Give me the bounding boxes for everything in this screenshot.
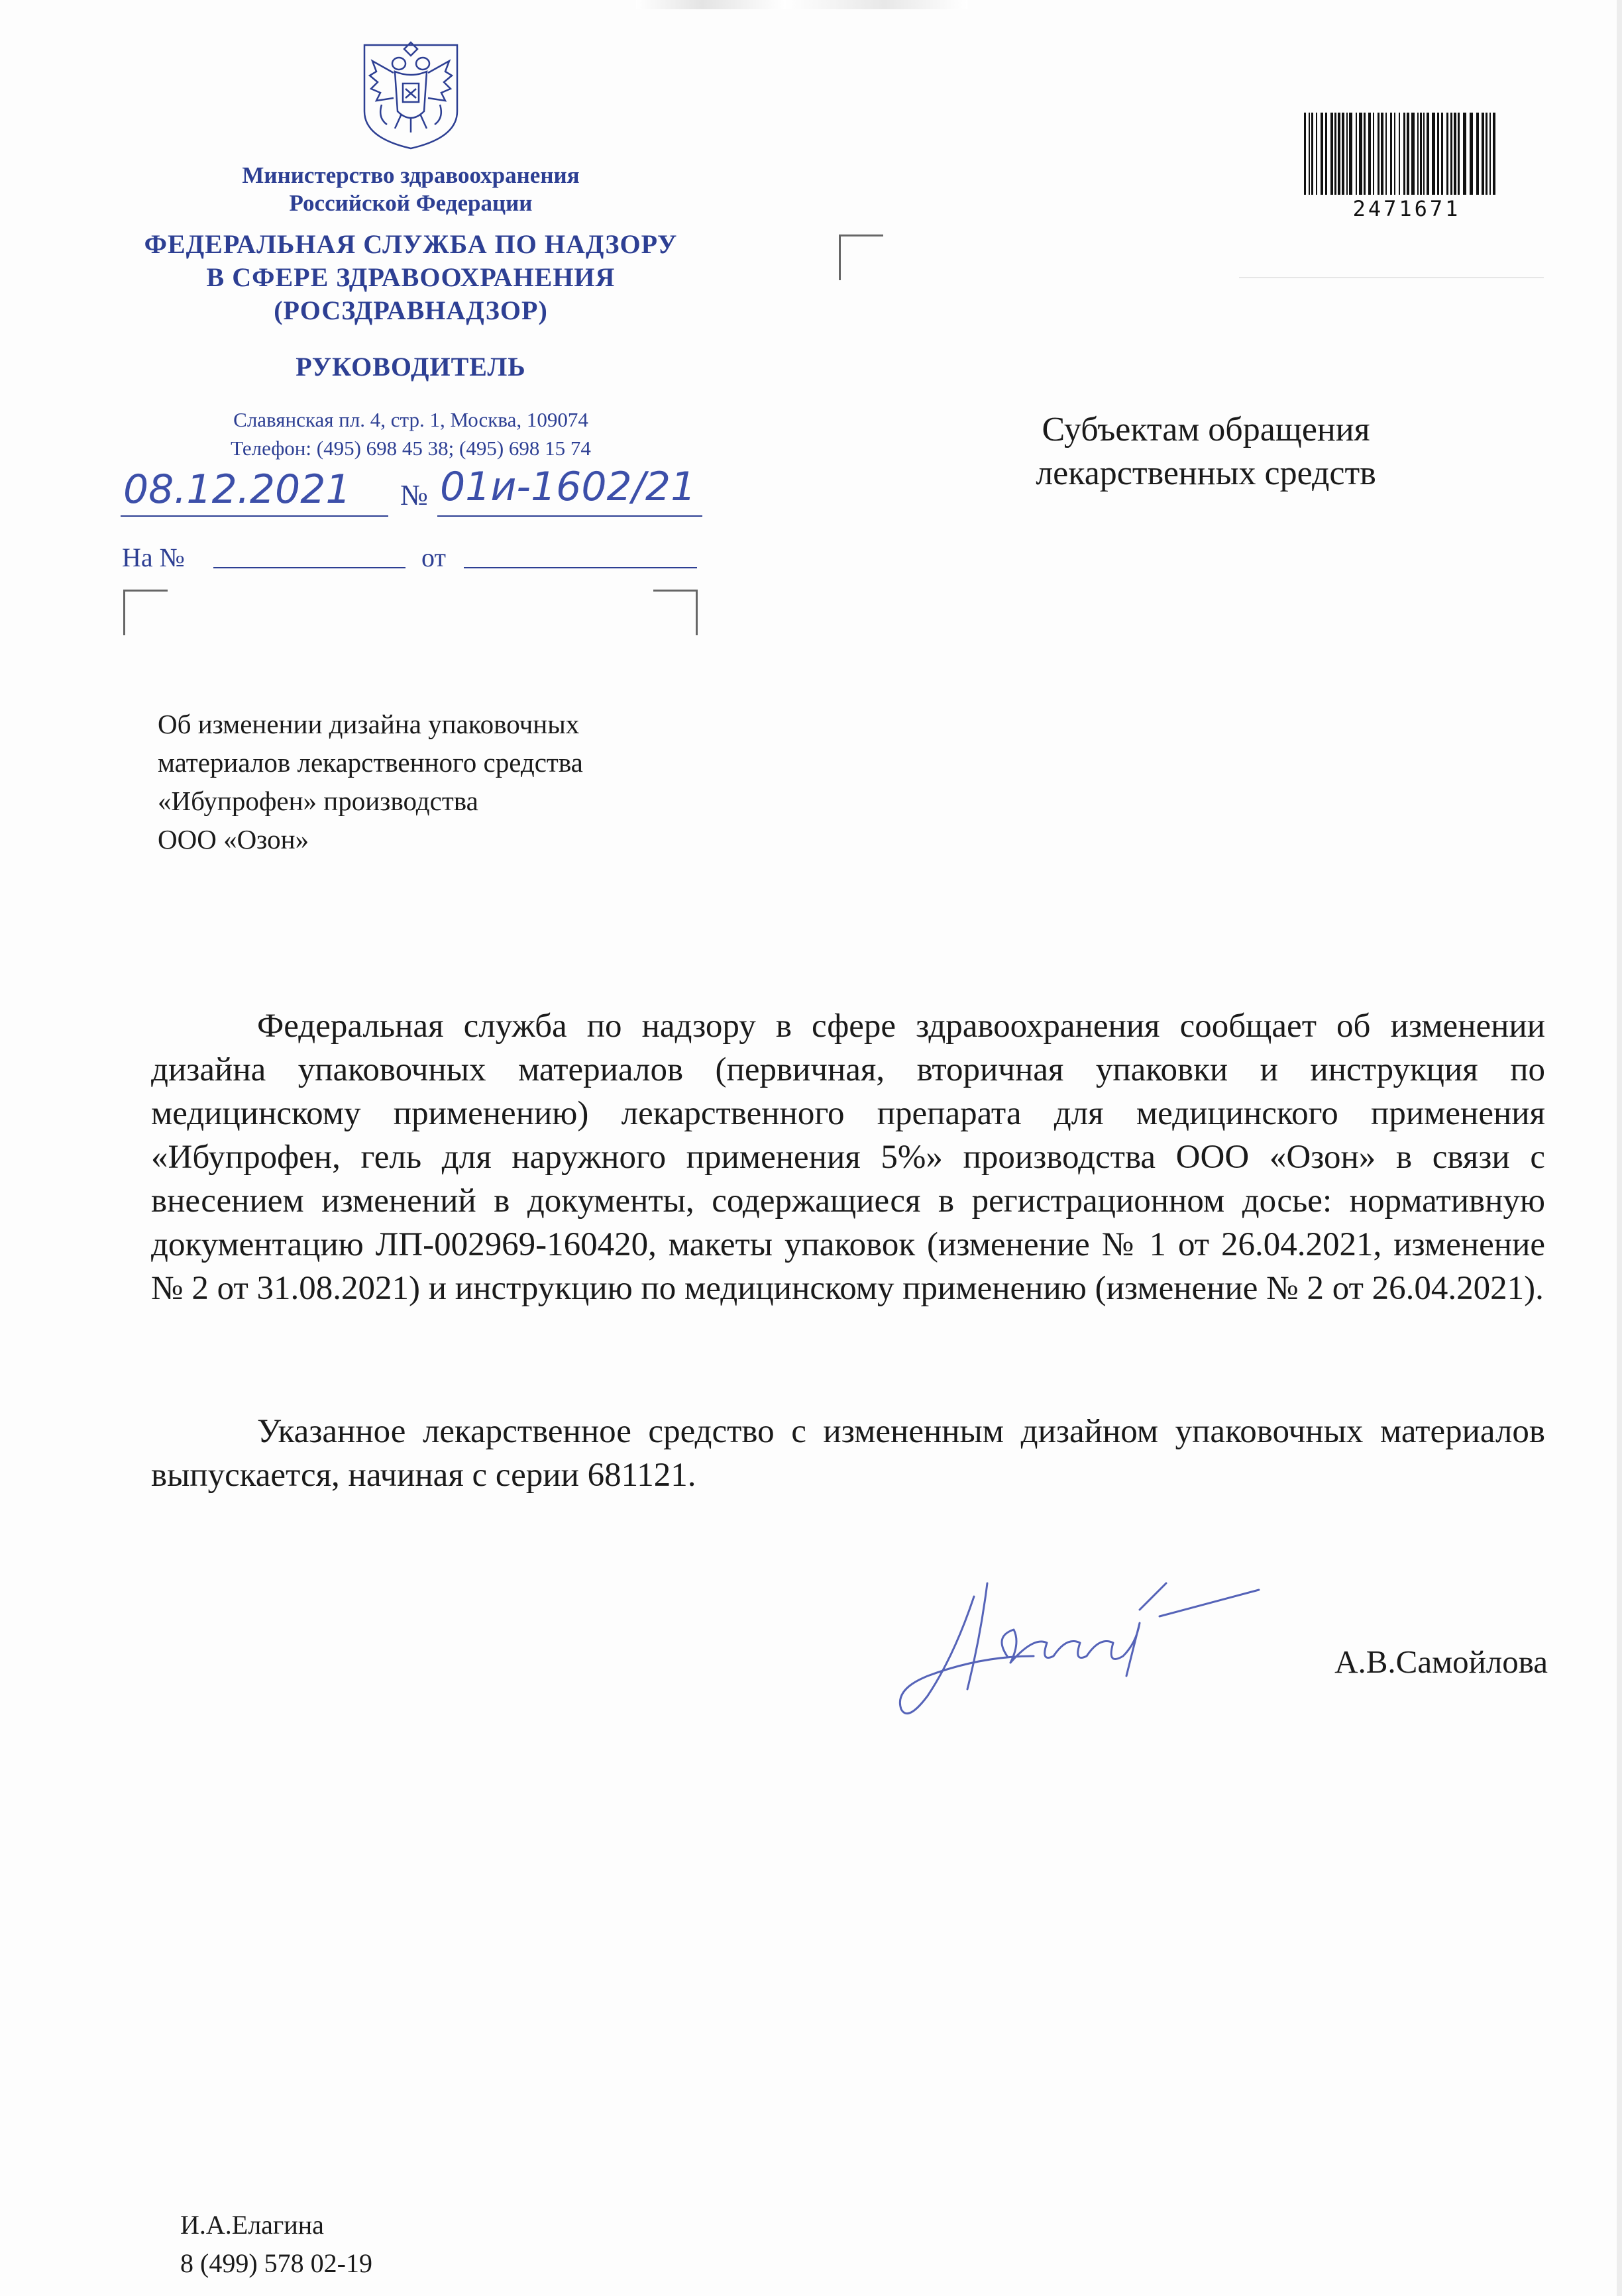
registration-date: 08.12.2021 [123,466,351,513]
barcode-bar [1378,113,1379,195]
barcode-bar [1349,113,1352,195]
agency-line-3: (РОСЗДРАВНАДЗОР) [274,295,548,325]
executor-block [180,2206,372,2283]
body-paragraph-1: Федеральная служба по надзору в сфере здравоохранения сообщает об изменении дизайна упаковочных материалов (первичная, вторичная упаковки и инструкция по медицинскому применению) лекарственного препарата для медицинского применения «Ибупрофен, гель для наружного применения 5%» производства ООО «Озон» в связи с внесением изменений в документы, содержащиеся в регистрационном досье: нормативную документацию ЛП-002969-160420, макеты упаковок (изменение № 1 от 26.04.2021, изменение № 2 от 31.08.2021) и инструкцию по медицинскому применению (изменение № 2 от 26.04.2021). [151,1008,1545,1307]
barcode-bar [1321,113,1323,195]
recipient-block [1007,408,1405,496]
barcode-bar [1385,113,1387,195]
barcode-bar [1359,113,1362,195]
barcode-bar [1454,113,1456,195]
barcode-bar [1446,113,1448,195]
barcode-bar [1346,113,1348,195]
number-underline [437,515,702,517]
subject-line-1: Об изменении дизайна упаковочных [158,709,580,739]
barcode-bar [1423,113,1425,195]
barcode-bar [1325,113,1327,195]
barcode-bar [1458,113,1460,195]
barcode-bar [1311,113,1313,195]
executor-name: И.А.Елагина [180,2210,324,2240]
barcode-bar [1399,113,1400,195]
barcode-bar [1417,113,1419,195]
ministry-line-1: Министерство здравоохранения [242,162,580,188]
barcode-bar [1489,113,1491,195]
barcode-bar [1368,113,1371,195]
reply-date-blank [464,567,697,568]
subject-line-2: материалов лекарственного средства [158,747,583,778]
barcode-bar [1381,113,1383,195]
barcode-bar [1407,113,1409,195]
letter-subject [158,705,754,859]
subject-line-3: «Ибупрофен» производства [158,786,478,816]
barcode-bar [1427,113,1429,195]
address-line: Славянская пл. 4, стр. 1, Москва, 109074 [233,408,588,431]
barcode-number: 2471671 [1352,196,1461,221]
ministry-line-2: Российской Федерации [289,190,533,216]
barcode-bar [1411,113,1415,195]
barcode-bar [1470,113,1473,195]
recipient-bracket-left [839,235,883,280]
barcode-bar [1437,113,1439,195]
barcode-bar [1309,113,1310,195]
barcode-bar [1364,113,1366,195]
barcode-bar [1486,113,1487,195]
body-paragraph-2: Указанное лекарственное средство с измененным дизайном упаковочных материалов выпускается, начиная с серии 681121. [151,1413,1545,1494]
handwritten-signature [888,1557,1299,1742]
barcode-bar [1403,113,1405,195]
registration-number: 01и-1602/21 [440,464,696,510]
reply-from-label: от [421,543,446,572]
barcode-bar [1356,113,1357,195]
subject-bracket-left [123,590,168,635]
scan-faint-line [1239,277,1544,278]
barcode-bar [1493,113,1495,195]
barcode-bar [1342,113,1344,195]
position-title: РУКОВОДИТЕЛЬ [296,352,526,382]
phone-line: Телефон: (495) 698 45 38; (495) 698 15 74 [231,437,591,460]
recipient-line-2: лекарственных средств [1036,454,1376,492]
agency-line-1: ФЕДЕРАЛЬНАЯ СЛУЖБА ПО НАДЗОРУ [144,229,678,259]
barcode-bar [1373,113,1374,195]
ministry-name [119,162,702,217]
agency-name [119,228,702,327]
scan-mark [636,0,967,9]
signer-name: А.В.Самойлова [1334,1644,1548,1680]
barcode-bar [1316,113,1317,195]
barcode-bar [1338,113,1340,195]
barcode-bar [1394,113,1395,195]
reply-number-blank [213,567,406,568]
subject-bracket-right [653,590,698,635]
barcode-bar [1450,113,1452,195]
recipient-line-1: Субъектам обращения [1042,411,1370,448]
barcode-bar [1482,113,1484,195]
reply-label: На № [122,543,185,572]
barcode-bar [1304,113,1306,195]
barcode-bar [1334,113,1336,195]
barcode-bar [1420,113,1422,195]
subject-line-4: ООО «Озон» [158,824,309,855]
barcode [1303,113,1501,197]
number-sign: № [400,479,428,511]
barcode-bar [1476,113,1479,195]
date-underline [121,515,388,517]
agency-address [119,405,702,462]
executor-phone: 8 (499) 578 02-19 [180,2248,372,2278]
agency-line-2: В СФЕРЕ ЗДРАВООХРАНЕНИЯ [206,262,616,292]
barcode-bar [1390,113,1392,195]
barcode-bar [1441,113,1443,195]
barcode-bar [1463,113,1466,195]
barcode-bar [1432,113,1435,195]
scan-edge [1617,0,1622,2296]
barcode-bar [1330,113,1333,195]
coat-of-arms-emblem [358,32,464,151]
